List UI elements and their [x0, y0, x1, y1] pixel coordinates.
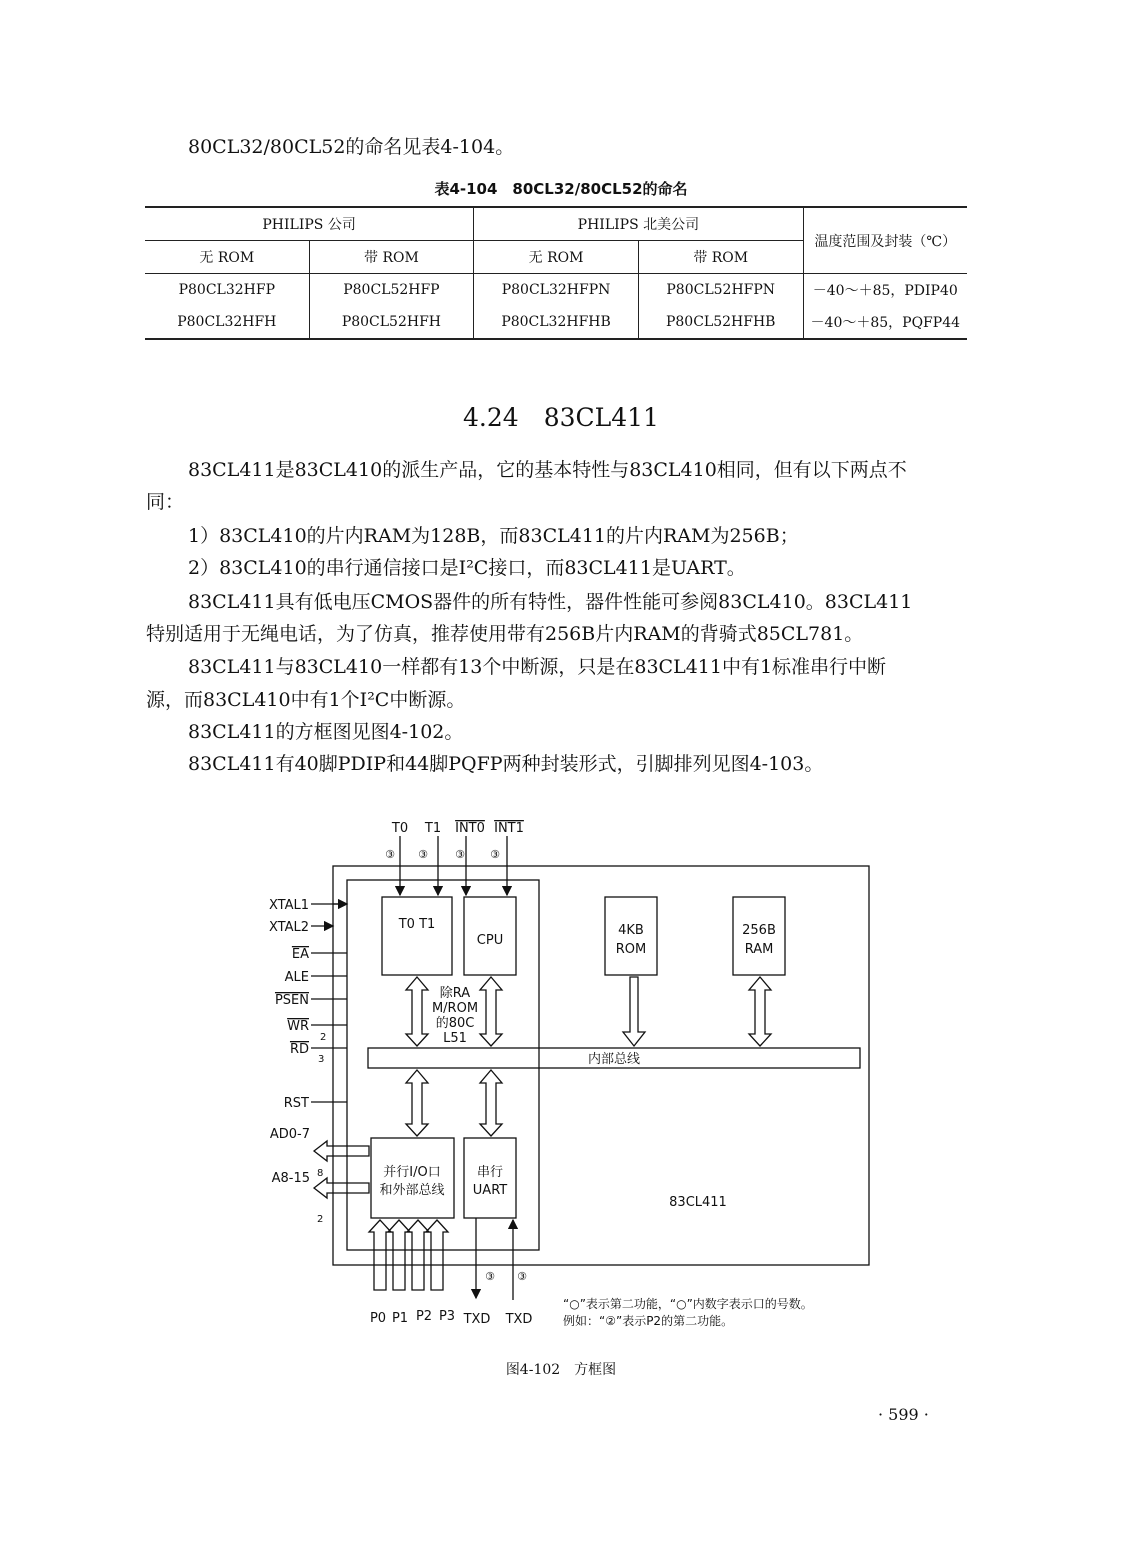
ram-label: RAM: [744, 942, 774, 957]
core-label: L51: [443, 1031, 467, 1046]
paragraph: 2）83CL410的串行通信接口是I²C接口，而83CL411是UART。: [188, 557, 746, 579]
pin-label-int0: INT0: [455, 821, 485, 836]
ad-bus-arrow: [314, 1141, 369, 1161]
table-group-philips-na: PHILIPS 北美公司: [474, 208, 803, 241]
port-label-p1: P1: [391, 1311, 409, 1326]
figure-caption: 图4-102 方框图: [505, 1362, 617, 1378]
pin-label-wr: WR: [287, 1019, 309, 1034]
pio-label: 并行I/O口: [383, 1165, 441, 1180]
top-mark: ③: [385, 848, 395, 861]
table-cell: －40～＋85，PQFP44: [803, 306, 967, 338]
pin-label-ad: AD0-7: [269, 1127, 310, 1142]
paragraph: 特别适用于无绳电话，为了仿真，推荐使用带有256B片内RAM的背骑式85CL781。: [146, 623, 864, 645]
timer-label: T0 T1: [398, 917, 436, 932]
legend-note: 例如：“②”表示P2的第二功能。: [563, 1314, 734, 1328]
table-cell: P80CL52HFPN: [638, 274, 803, 307]
pin-label-t1: T1: [424, 821, 442, 836]
left-mark: 2: [320, 1032, 327, 1043]
pin-label-t0: T0: [391, 821, 409, 836]
port-arrows: [369, 1218, 513, 1300]
paragraph: 83CL411具有低电压CMOS器件的所有特性，器件性能可参阅83CL410。83CL411: [188, 591, 913, 613]
port-label-txd-2: TXD: [505, 1312, 533, 1327]
table-cell: P80CL52HFH: [309, 306, 474, 338]
timer-block: [382, 897, 452, 975]
intro-text: 80CL32/80CL52的命名见表4-104。: [188, 136, 515, 158]
paragraph: 1）83CL410的片内RAM为128B，而83CL411的片内RAM为256B；: [188, 525, 799, 547]
pin-label-rst: RST: [283, 1096, 309, 1111]
bus-label: 内部总线: [587, 1052, 641, 1067]
paragraph: 83CL411是83CL410的派生产品，它的基本特性与83CL410相同，但有以下两点不: [188, 459, 907, 481]
bottom-mark: ③: [485, 1270, 495, 1283]
core-label: M/ROM: [431, 1001, 479, 1016]
pin-label-a: A8-15: [271, 1171, 310, 1186]
table-subheader: 无 ROM: [474, 241, 639, 274]
top-mark: ③: [455, 848, 465, 861]
section-title: 4.24 83CL411: [463, 403, 659, 432]
ram-label: 256B: [742, 923, 776, 938]
paragraph: 83CL411的方框图见图4-102。: [188, 721, 464, 743]
left-pin-lines: [311, 904, 347, 1102]
cpu-label: CPU: [476, 933, 504, 948]
table-cell: P80CL32HFP: [178, 282, 275, 298]
table-cell: P80CL52HFP: [309, 274, 474, 307]
pin-label-ale: ALE: [284, 970, 309, 985]
port-label-p3: P3: [438, 1309, 456, 1324]
bottom-mark: ③: [517, 1270, 527, 1283]
uart-label: UART: [472, 1183, 508, 1198]
port-label-txd: TXD: [463, 1312, 491, 1327]
core-label: 除RA: [439, 986, 471, 1001]
port-label-p2: P2: [415, 1309, 433, 1324]
table-subheader: 带 ROM: [309, 241, 474, 274]
table-caption: 表4-104 80CL32/80CL52的命名: [434, 180, 688, 198]
table-cell: P80CL32HFH: [177, 314, 277, 330]
left-mark: 3: [318, 1054, 325, 1065]
table-group-philips: PHILIPS 公司: [145, 208, 474, 241]
table-cell: P80CL52HFHB: [638, 306, 803, 338]
paragraph: 83CL411有40脚PDIP和44脚PQFP两种封装形式，引脚排列见图4-103。: [188, 753, 824, 775]
paragraph: 83CL411与83CL410一样都有13个中断源，只是在83CL411中有1标准串行中断: [188, 656, 887, 678]
left-mark: 2: [317, 1214, 324, 1225]
core-label: 的80C: [435, 1016, 475, 1031]
pin-label-xtal2: XTAL2: [268, 920, 309, 935]
table-range-header: 温度范围及封装（℃）: [803, 208, 967, 274]
table-subheader: 带 ROM: [638, 241, 803, 274]
top-mark: ③: [490, 848, 500, 861]
port-label-p0: P0: [369, 1311, 387, 1326]
a-bus-arrow: [314, 1178, 369, 1198]
paragraph: 同：: [146, 491, 185, 513]
rom-label: ROM: [615, 942, 647, 957]
table-subheader: 无 ROM: [145, 241, 309, 274]
pin-label-rd: RD: [289, 1042, 309, 1057]
table-cell: －40～＋85，PDIP40: [803, 274, 967, 307]
chip-label: 83CL411: [669, 1195, 727, 1210]
pin-label-psen: PSEN: [274, 993, 309, 1008]
pin-label-xtal1: XTAL1: [268, 898, 309, 913]
table-cell: P80CL32HFHB: [474, 306, 639, 338]
top-mark: ③: [418, 848, 428, 861]
rom-label: 4KB: [618, 923, 644, 938]
pin-label-ea: EA: [291, 947, 309, 962]
legend-note: “○”表示第二功能，“○”内数字表示口的号数。: [563, 1297, 813, 1311]
table-cell: P80CL32HFPN: [474, 274, 639, 307]
pio-label: 和外部总线: [379, 1183, 445, 1198]
page-number: · 599 ·: [878, 1405, 929, 1424]
left-mark: 8: [317, 1168, 324, 1179]
pin-label-int1: INT1: [494, 821, 524, 836]
paragraph: 源，而83CL410中有1个I²C中断源。: [146, 689, 466, 711]
uart-label: 串行: [476, 1165, 504, 1180]
